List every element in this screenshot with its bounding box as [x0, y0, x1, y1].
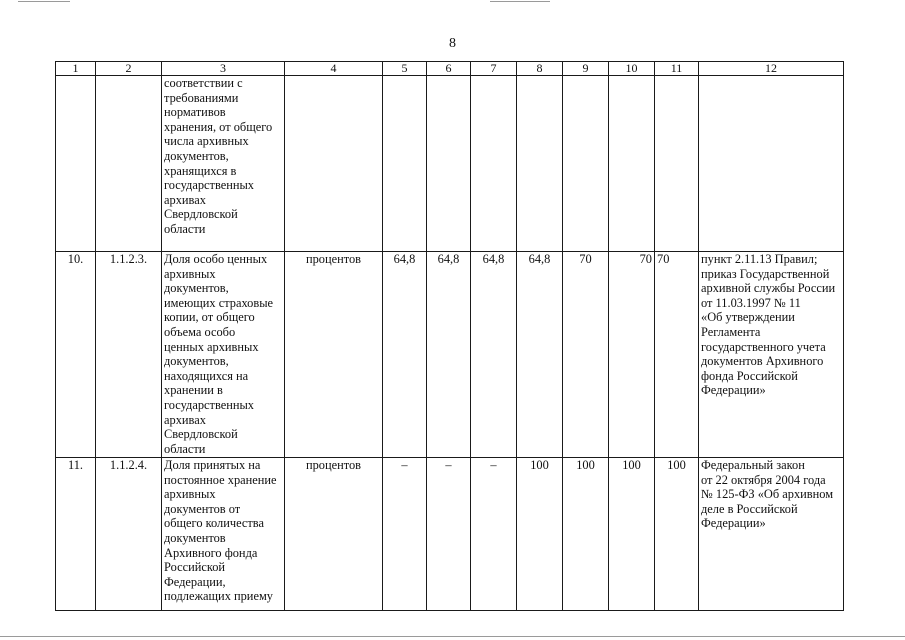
value-cell: [383, 76, 427, 252]
column-number-header: 3: [162, 62, 285, 76]
value-cell: 64,8: [427, 252, 471, 458]
legal-basis-cell: [699, 458, 844, 611]
text-line: Доля принятых на: [164, 458, 261, 472]
value-cell: [655, 76, 699, 252]
text-line: постоянное хранение: [164, 472, 277, 487]
unit-cell: [285, 76, 383, 252]
scan-edge-line-top-left: [18, 1, 70, 2]
indicator-name-cell: [162, 252, 285, 458]
text-line: № 125-ФЗ «Об архивном: [701, 487, 834, 502]
text-line: хранении в: [164, 383, 223, 398]
text-line: документов,: [164, 281, 229, 296]
text-line: Федерации,: [164, 574, 226, 589]
table-row: [56, 76, 844, 252]
value-cell: [563, 76, 609, 252]
text-line: от 11.03.1997 № 11: [701, 295, 801, 310]
text-line: Свердловской: [164, 207, 238, 222]
text-line: хранения, от общего: [164, 119, 273, 134]
text-line: архивной службы России: [701, 281, 836, 296]
text-line: подлежащих приему: [164, 589, 273, 604]
indicators-table: [55, 61, 844, 611]
text-line: фонда Российской: [701, 368, 798, 383]
text-line: Федеральный закон: [701, 458, 805, 472]
text-line: требованиями: [164, 90, 239, 105]
text-line: документов от: [164, 501, 241, 516]
text-line: государственных: [164, 397, 255, 412]
value-cell: [609, 76, 655, 252]
text-line: объема особо: [164, 324, 236, 339]
value-cell: 64,8: [517, 252, 563, 458]
value-cell: 100: [517, 458, 563, 611]
text-line: архивных: [164, 266, 216, 281]
value-cell: 70: [563, 252, 609, 458]
legal-basis-cell: [699, 252, 844, 458]
column-number-header: 2: [96, 62, 162, 76]
column-number-header: 1: [56, 62, 96, 76]
indicator-code-cell: 1.1.2.3.: [96, 252, 162, 458]
table-row: [56, 458, 844, 611]
column-number-header: 7: [471, 62, 517, 76]
text-line: от 22 октября 2004 года: [701, 472, 826, 487]
text-line: документов Архивного: [701, 354, 824, 369]
text-line: Архивного фонда: [164, 545, 258, 560]
column-number-header: 5: [383, 62, 427, 76]
text-line: государственного учета: [701, 339, 826, 354]
value-cell: 100: [609, 458, 655, 611]
text-line: Доля особо ценных: [164, 252, 268, 266]
value-cell: [427, 76, 471, 252]
row-number-cell: 11.: [56, 458, 96, 611]
text-line: документов,: [164, 354, 229, 369]
text-line: Федерации»: [701, 516, 766, 531]
value-cell: –: [471, 458, 517, 611]
row-number-cell: [56, 76, 96, 252]
text-line: копии, от общего: [164, 310, 255, 325]
value-cell: 100: [563, 458, 609, 611]
row-number-cell: 10.: [56, 252, 96, 458]
column-number-header: 8: [517, 62, 563, 76]
text-line: хранящихся в: [164, 163, 237, 178]
text-line: Федерации»: [701, 383, 766, 398]
text-line: архивах: [164, 412, 206, 427]
text-line: «Об утверждении: [701, 310, 795, 325]
indicator-code-cell: [96, 76, 162, 252]
column-number-header: 9: [563, 62, 609, 76]
table-row: [56, 252, 844, 458]
column-number-header: 11: [655, 62, 699, 76]
indicator-name-cell: [162, 458, 285, 611]
text-line: государственных: [164, 178, 255, 193]
indicator-name-cell: [162, 76, 285, 252]
text-line: ценных архивных: [164, 339, 259, 354]
text-line: архивных: [164, 487, 216, 502]
column-number-header: 10: [609, 62, 655, 76]
text-line: документов,: [164, 148, 229, 163]
scan-edge-line-top-right: [490, 1, 550, 2]
text-line: деле в Российской: [701, 501, 798, 516]
text-line: документов: [164, 530, 226, 545]
value-cell: 64,8: [383, 252, 427, 458]
value-cell: –: [427, 458, 471, 611]
value-cell: [471, 76, 517, 252]
text-line: Российской: [164, 560, 226, 575]
column-number-header: 12: [699, 62, 844, 76]
scan-edge-line-bottom: [0, 636, 905, 637]
text-line: имеющих страховые: [164, 295, 274, 310]
value-cell: [517, 76, 563, 252]
table-header-row: [56, 62, 844, 76]
column-number-header: 6: [427, 62, 471, 76]
text-line: соответствии с: [164, 76, 243, 90]
value-cell: 70: [609, 252, 655, 458]
column-number-header: 4: [285, 62, 383, 76]
unit-cell: процентов: [285, 458, 383, 611]
text-line: общего количества: [164, 516, 264, 531]
text-line: числа архивных: [164, 134, 249, 149]
text-line: области: [164, 221, 206, 236]
legal-basis-cell: [699, 76, 844, 252]
text-line: пункт 2.11.13 Правил;: [701, 252, 818, 266]
value-cell: 70: [655, 252, 699, 458]
page-number: 8: [449, 36, 456, 51]
text-line: Свердловской: [164, 427, 238, 442]
value-cell: 100: [655, 458, 699, 611]
text-line: нормативов: [164, 105, 226, 120]
text-line: находящихся на: [164, 368, 249, 383]
text-line: архивах: [164, 192, 206, 207]
value-cell: –: [383, 458, 427, 611]
indicator-code-cell: 1.1.2.4.: [96, 458, 162, 611]
unit-cell: процентов: [285, 252, 383, 458]
text-line: приказ Государственной: [701, 266, 830, 281]
text-line: области: [164, 441, 206, 456]
text-line: Регламента: [701, 324, 761, 339]
value-cell: 64,8: [471, 252, 517, 458]
